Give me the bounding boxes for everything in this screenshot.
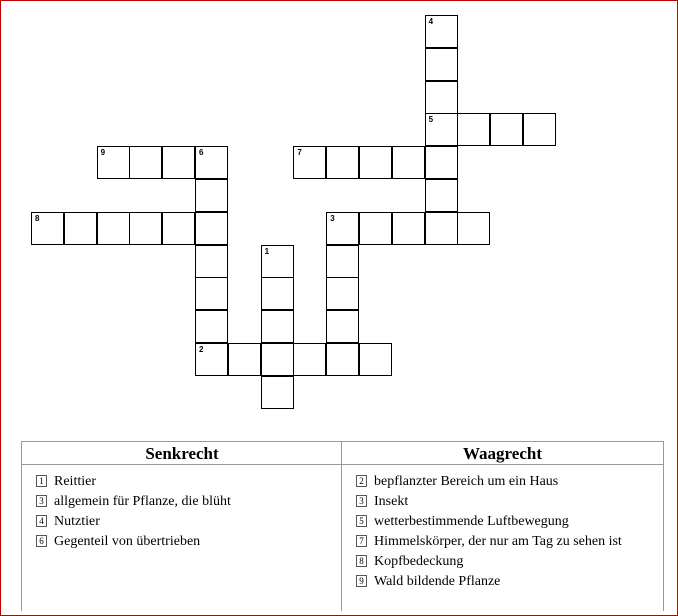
grid-cell[interactable] bbox=[195, 179, 228, 212]
grid-cell[interactable] bbox=[195, 343, 228, 376]
grid-cell[interactable] bbox=[457, 113, 490, 146]
clue-item bbox=[342, 572, 663, 592]
grid-cell[interactable] bbox=[195, 310, 228, 343]
clue-text: wetterbestimmende Luftbewegung bbox=[374, 514, 569, 529]
grid-cell[interactable] bbox=[326, 310, 359, 343]
clue-text: Nutztier bbox=[54, 514, 100, 529]
clue-item bbox=[22, 472, 342, 492]
across-clue-list bbox=[342, 465, 663, 592]
clue-number-box: 9 bbox=[356, 575, 367, 587]
clue-number-box: 6 bbox=[36, 535, 47, 547]
clue-number-box: 3 bbox=[356, 495, 367, 507]
grid-cell[interactable] bbox=[293, 146, 326, 179]
grid-cell[interactable] bbox=[162, 212, 195, 245]
clue-text: Insekt bbox=[374, 494, 409, 509]
clue-text: Gegenteil von übertrieben bbox=[54, 534, 201, 549]
grid-cell[interactable] bbox=[359, 146, 392, 179]
clue-number: 2 bbox=[199, 345, 204, 354]
grid-cell[interactable] bbox=[64, 212, 97, 245]
clue-number-box: 3 bbox=[36, 495, 47, 507]
clue-text: Kopfbedeckung bbox=[374, 554, 464, 569]
clue-number: 7 bbox=[297, 148, 302, 158]
clue-item bbox=[342, 532, 663, 552]
grid-cell[interactable] bbox=[425, 146, 458, 179]
clue-text: Wald bildende Pflanze bbox=[374, 574, 501, 589]
grid-cell[interactable] bbox=[261, 343, 294, 376]
grid-cell[interactable] bbox=[162, 146, 195, 179]
clue-table bbox=[21, 441, 662, 611]
grid-cell[interactable] bbox=[195, 245, 228, 278]
grid-cell[interactable] bbox=[97, 146, 130, 179]
clue-item bbox=[342, 512, 663, 532]
grid-cell[interactable] bbox=[425, 48, 458, 81]
grid-cell[interactable] bbox=[425, 113, 458, 146]
clue-number: 4 bbox=[428, 17, 434, 26]
grid-cell[interactable] bbox=[425, 212, 458, 245]
clue-item bbox=[22, 512, 342, 532]
grid-cell[interactable] bbox=[326, 343, 359, 376]
clue-item bbox=[22, 492, 342, 512]
down-clue-list bbox=[22, 465, 342, 552]
grid-cell[interactable] bbox=[392, 212, 425, 245]
grid-cell[interactable] bbox=[293, 343, 326, 376]
down-clues-column bbox=[21, 441, 342, 611]
grid-cell[interactable] bbox=[457, 212, 490, 245]
grid-cell[interactable] bbox=[97, 212, 130, 245]
across-heading: Waagrecht bbox=[342, 441, 663, 465]
clue-number: 9 bbox=[100, 148, 106, 158]
grid-cell[interactable] bbox=[490, 113, 523, 146]
clue-item bbox=[342, 472, 663, 492]
clue-number-box: 2 bbox=[356, 475, 367, 487]
grid-cell[interactable] bbox=[228, 343, 261, 376]
clue-text: Himmelskörper, der nur am Tag zu sehen ist bbox=[374, 534, 622, 549]
clue-number-box: 1 bbox=[36, 475, 47, 487]
grid-cell[interactable] bbox=[326, 277, 359, 310]
clue-number-box: 7 bbox=[356, 535, 367, 547]
grid-cell[interactable] bbox=[261, 245, 294, 278]
grid-cell[interactable] bbox=[195, 212, 228, 245]
clue-number: 1 bbox=[264, 246, 270, 256]
down-heading: Senkrecht bbox=[22, 441, 342, 465]
clue-item bbox=[342, 552, 663, 572]
grid-cell[interactable] bbox=[326, 212, 359, 245]
grid-cell[interactable] bbox=[326, 146, 359, 179]
grid-cell[interactable] bbox=[261, 376, 294, 409]
grid-cell[interactable] bbox=[129, 212, 162, 245]
across-clues-column bbox=[341, 441, 664, 611]
clue-number: 8 bbox=[35, 213, 40, 223]
grid-cell[interactable] bbox=[425, 15, 458, 48]
clue-number: 6 bbox=[199, 148, 204, 158]
grid-cell[interactable] bbox=[31, 212, 64, 245]
clue-number-box: 5 bbox=[356, 515, 367, 527]
clue-number: 3 bbox=[330, 213, 335, 223]
clue-text: bepflanzter Bereich um ein Haus bbox=[374, 474, 559, 489]
grid-cell[interactable] bbox=[359, 212, 392, 245]
grid-cell[interactable] bbox=[261, 310, 294, 343]
clue-text: Reittier bbox=[54, 474, 96, 489]
grid-cell[interactable] bbox=[129, 146, 162, 179]
clue-item bbox=[342, 492, 663, 512]
grid-cell[interactable] bbox=[195, 146, 228, 179]
grid-cell[interactable] bbox=[523, 113, 556, 146]
grid-cell[interactable] bbox=[425, 179, 458, 212]
clue-item bbox=[22, 532, 342, 552]
clue-number-box: 4 bbox=[36, 515, 47, 527]
grid-cell[interactable] bbox=[392, 146, 425, 179]
grid-cell[interactable] bbox=[425, 81, 458, 114]
clue-number-box: 8 bbox=[356, 555, 367, 567]
grid-cell[interactable] bbox=[326, 245, 359, 278]
clue-number: 5 bbox=[428, 115, 434, 125]
grid-cell[interactable] bbox=[261, 277, 294, 310]
grid-cell[interactable] bbox=[195, 277, 228, 310]
clue-text: allgemein für Pflanze, die blüht bbox=[54, 494, 231, 509]
grid-cell[interactable] bbox=[359, 343, 392, 376]
